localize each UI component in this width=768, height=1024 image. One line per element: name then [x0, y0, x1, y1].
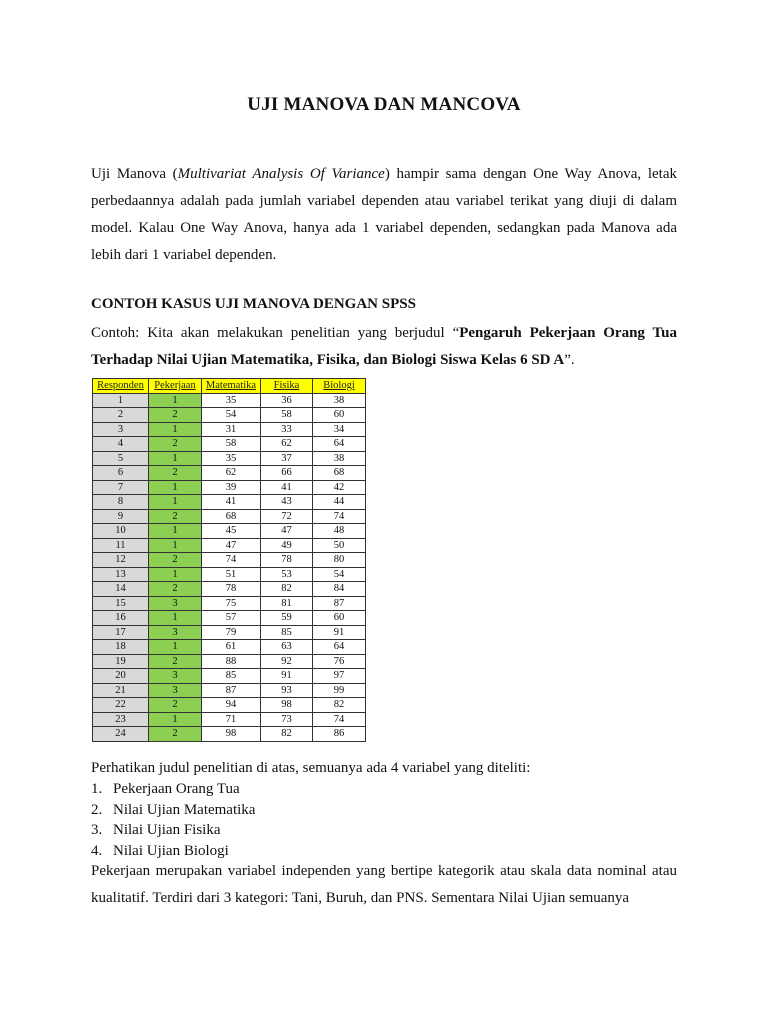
cell-pekerjaan: 2 — [149, 437, 202, 452]
cell-matematika: 35 — [202, 451, 261, 466]
header-responden: Responden — [93, 379, 149, 394]
list-item — [91, 779, 255, 800]
table-row — [93, 654, 366, 669]
cell-matematika: 87 — [202, 683, 261, 698]
list-label: Nilai Ujian Fisika — [113, 822, 221, 838]
cell-fisika: 82 — [261, 727, 313, 742]
table-row — [93, 727, 366, 742]
cell-fisika: 58 — [261, 408, 313, 423]
table-row — [93, 538, 366, 553]
cell-matematika: 75 — [202, 596, 261, 611]
cell-pekerjaan: 3 — [149, 625, 202, 640]
cell-fisika: 62 — [261, 437, 313, 452]
cell-matematika: 74 — [202, 553, 261, 568]
cell-pekerjaan: 2 — [149, 582, 202, 597]
cell-matematika: 98 — [202, 727, 261, 742]
cell-pekerjaan: 1 — [149, 393, 202, 408]
variables-intro: Perhatikan judul penelitian di atas, semuanya ada 4 variabel yang diteliti: — [91, 760, 531, 776]
intro-text-end: ) hampir sama dengan One Way Anova, letak perbedaannya adalah pada jumlah variabel dependen atau variabel terikat yang diuji di dalam model. Kalau One Way Anova, hanya ada 1 variabel dependen, sedangkan pada Manova ada lebih dari 1 variabel dependen. — [91, 166, 677, 263]
cell-matematika: 39 — [202, 480, 261, 495]
list-number: 4. — [91, 842, 103, 859]
cell-matematika: 57 — [202, 611, 261, 626]
cell-pekerjaan: 1 — [149, 524, 202, 539]
cell-responden: 17 — [93, 625, 149, 640]
table-row — [93, 640, 366, 655]
cell-pekerjaan: 2 — [149, 553, 202, 568]
table-row — [93, 625, 366, 640]
table-row — [93, 393, 366, 408]
cell-matematika: 85 — [202, 669, 261, 684]
cell-matematika: 45 — [202, 524, 261, 539]
intro-italic-term: Multivariat Analysis Of Variance — [177, 166, 385, 182]
list-item — [91, 800, 255, 821]
cell-biologi: 87 — [313, 596, 366, 611]
cell-fisika: 66 — [261, 466, 313, 481]
cell-matematika: 47 — [202, 538, 261, 553]
cell-biologi: 48 — [313, 524, 366, 539]
table-row — [93, 596, 366, 611]
cell-responden: 19 — [93, 654, 149, 669]
cell-pekerjaan: 1 — [149, 567, 202, 582]
table-row — [93, 582, 366, 597]
cell-responden: 16 — [93, 611, 149, 626]
cell-biologi: 76 — [313, 654, 366, 669]
table-row — [93, 683, 366, 698]
cell-responden: 7 — [93, 480, 149, 495]
header-biologi: Biologi — [313, 379, 366, 394]
cell-matematika: 35 — [202, 393, 261, 408]
list-label: Pekerjaan Orang Tua — [113, 781, 240, 797]
cell-fisika: 82 — [261, 582, 313, 597]
cell-pekerjaan: 2 — [149, 727, 202, 742]
cell-fisika: 43 — [261, 495, 313, 510]
cell-fisika: 98 — [261, 698, 313, 713]
cell-matematika: 78 — [202, 582, 261, 597]
cell-fisika: 78 — [261, 553, 313, 568]
table-row — [93, 408, 366, 423]
table-row — [93, 669, 366, 684]
cell-responden: 13 — [93, 567, 149, 582]
cell-biologi: 50 — [313, 538, 366, 553]
cell-responden: 14 — [93, 582, 149, 597]
table-row — [93, 451, 366, 466]
cell-pekerjaan: 3 — [149, 683, 202, 698]
cell-responden: 10 — [93, 524, 149, 539]
cell-biologi: 80 — [313, 553, 366, 568]
cell-pekerjaan: 1 — [149, 640, 202, 655]
cell-pekerjaan: 2 — [149, 408, 202, 423]
cell-matematika: 41 — [202, 495, 261, 510]
table-row — [93, 524, 366, 539]
cell-pekerjaan: 2 — [149, 509, 202, 524]
table-header-row — [93, 379, 366, 394]
cell-matematika: 31 — [202, 422, 261, 437]
cell-responden: 24 — [93, 727, 149, 742]
cell-biologi: 34 — [313, 422, 366, 437]
cell-fisika: 33 — [261, 422, 313, 437]
table-row — [93, 553, 366, 568]
cell-matematika: 62 — [202, 466, 261, 481]
cell-fisika: 91 — [261, 669, 313, 684]
table-row — [93, 422, 366, 437]
cell-fisika: 81 — [261, 596, 313, 611]
cell-biologi: 38 — [313, 451, 366, 466]
cell-pekerjaan: 1 — [149, 712, 202, 727]
cell-fisika: 41 — [261, 480, 313, 495]
cell-biologi: 84 — [313, 582, 366, 597]
cell-pekerjaan: 3 — [149, 596, 202, 611]
cell-responden: 6 — [93, 466, 149, 481]
cell-matematika: 61 — [202, 640, 261, 655]
cell-pekerjaan: 2 — [149, 698, 202, 713]
cell-matematika: 88 — [202, 654, 261, 669]
cell-fisika: 53 — [261, 567, 313, 582]
list-number: 3. — [91, 822, 103, 838]
cell-responden: 4 — [93, 437, 149, 452]
cell-pekerjaan: 1 — [149, 480, 202, 495]
table-row — [93, 466, 366, 481]
cell-matematika: 94 — [202, 698, 261, 713]
table-row — [93, 509, 366, 524]
cell-biologi: 60 — [313, 408, 366, 423]
cell-fisika: 93 — [261, 683, 313, 698]
section-heading: CONTOH KASUS UJI MANOVA DENGAN SPSS — [91, 296, 416, 312]
cell-fisika: 49 — [261, 538, 313, 553]
list-number: 1. — [91, 781, 103, 797]
intro-paragraph — [91, 161, 677, 269]
cell-biologi: 74 — [313, 712, 366, 727]
cell-matematika: 58 — [202, 437, 261, 452]
variables-list — [91, 779, 255, 861]
cell-responden: 1 — [93, 393, 149, 408]
cell-pekerjaan: 2 — [149, 654, 202, 669]
document-title: UJI MANOVA DAN MANCOVA — [247, 94, 521, 115]
list-number: 2. — [91, 801, 103, 818]
cell-biologi: 44 — [313, 495, 366, 510]
cell-fisika: 63 — [261, 640, 313, 655]
example-suffix: ”. — [564, 352, 575, 368]
cell-responden: 3 — [93, 422, 149, 437]
cell-biologi: 38 — [313, 393, 366, 408]
cell-matematika: 54 — [202, 408, 261, 423]
cell-responden: 18 — [93, 640, 149, 655]
list-label: Nilai Ujian Biologi — [113, 842, 229, 859]
cell-matematika: 71 — [202, 712, 261, 727]
cell-pekerjaan: 3 — [149, 669, 202, 684]
cell-fisika: 37 — [261, 451, 313, 466]
cell-responden: 8 — [93, 495, 149, 510]
cell-fisika: 92 — [261, 654, 313, 669]
list-item — [91, 820, 255, 841]
cell-pekerjaan: 2 — [149, 466, 202, 481]
table-row — [93, 712, 366, 727]
table-row — [93, 567, 366, 582]
cell-pekerjaan: 1 — [149, 538, 202, 553]
cell-pekerjaan: 1 — [149, 495, 202, 510]
cell-biologi: 68 — [313, 466, 366, 481]
cell-responden: 11 — [93, 538, 149, 553]
table-row — [93, 698, 366, 713]
cell-biologi: 64 — [313, 437, 366, 452]
table-row — [93, 611, 366, 626]
cell-responden: 9 — [93, 509, 149, 524]
closing-paragraph: Pekerjaan merupakan variabel independen yang bertipe kategorik atau skala data nominal atau kualitatif. Terdiri dari 3 kategori: Tani, Buruh, dan PNS. Sementara Nilai Ujian semuanya — [91, 863, 677, 906]
header-fisika: Fisika — [261, 379, 313, 394]
cell-fisika: 85 — [261, 625, 313, 640]
cell-fisika: 36 — [261, 393, 313, 408]
example-prefix: Contoh: Kita akan melakukan penelitian yang berjudul “ — [91, 325, 460, 341]
cell-fisika: 47 — [261, 524, 313, 539]
cell-fisika: 59 — [261, 611, 313, 626]
example-research-title: Pengaruh Pekerjaan Orang Tua Terhadap Nilai Ujian Matematika, Fisika, dan Biologi Siswa Kelas 6 SD A — [91, 325, 677, 368]
cell-responden: 5 — [93, 451, 149, 466]
cell-biologi: 42 — [313, 480, 366, 495]
cell-fisika: 73 — [261, 712, 313, 727]
cell-pekerjaan: 1 — [149, 422, 202, 437]
cell-pekerjaan: 1 — [149, 451, 202, 466]
cell-biologi: 64 — [313, 640, 366, 655]
cell-fisika: 72 — [261, 509, 313, 524]
cell-responden: 2 — [93, 408, 149, 423]
data-table — [92, 378, 366, 742]
cell-biologi: 54 — [313, 567, 366, 582]
cell-responden: 15 — [93, 596, 149, 611]
cell-biologi: 99 — [313, 683, 366, 698]
cell-biologi: 74 — [313, 509, 366, 524]
header-matematika: Matematika — [202, 379, 261, 394]
cell-responden: 21 — [93, 683, 149, 698]
table-row — [93, 495, 366, 510]
cell-biologi: 86 — [313, 727, 366, 742]
list-label: Nilai Ujian Matematika — [113, 801, 256, 818]
cell-matematika: 51 — [202, 567, 261, 582]
cell-biologi: 91 — [313, 625, 366, 640]
header-pekerjaan: Pekerjaan — [149, 379, 202, 394]
cell-pekerjaan: 1 — [149, 611, 202, 626]
cell-responden: 20 — [93, 669, 149, 684]
cell-responden: 23 — [93, 712, 149, 727]
table-row — [93, 480, 366, 495]
cell-biologi: 82 — [313, 698, 366, 713]
table-body — [93, 393, 366, 741]
cell-matematika: 79 — [202, 625, 261, 640]
cell-biologi: 60 — [313, 611, 366, 626]
intro-text-start: Uji Manova ( — [91, 166, 178, 182]
cell-matematika: 68 — [202, 509, 261, 524]
table-row — [93, 437, 366, 452]
example-paragraph — [91, 320, 677, 374]
cell-biologi: 97 — [313, 669, 366, 684]
cell-responden: 12 — [93, 553, 149, 568]
cell-responden: 22 — [93, 698, 149, 713]
